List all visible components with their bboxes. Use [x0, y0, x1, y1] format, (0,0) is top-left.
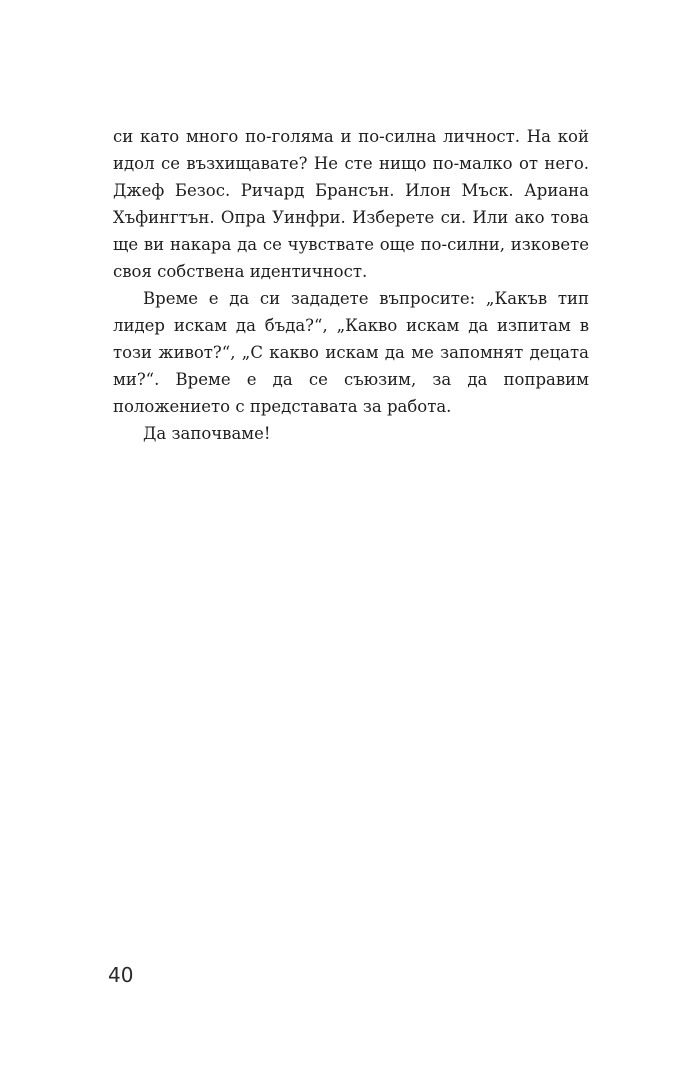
paragraph-questions: Време е да си зададете въпросите: „Какъв тип лидер искам да бъда?“, „Какво искам да изпитам в този живот?“, „С какво искам да ме запомнят децата ми?“. Време е да се съюзим, за да поправим положението с представата за работа.: [113, 289, 589, 416]
page-number: 40: [108, 963, 134, 987]
body-text: [113, 123, 589, 447]
paragraph-continuation: си като много по-голяма и по-силна личност. На кой идол се възхищавате? Не сте нищо по-малко от него. Джеф Безос. Ричард Брансън. Илон Мъск. Ариана Хъфингтън. Опра Уинфри. Изберете си. Или ако това ще ви накара да се чувствате още по-силни, изковете своя собствена идентичност.: [113, 127, 589, 281]
paragraph-closing: Да започваме!: [143, 424, 271, 443]
